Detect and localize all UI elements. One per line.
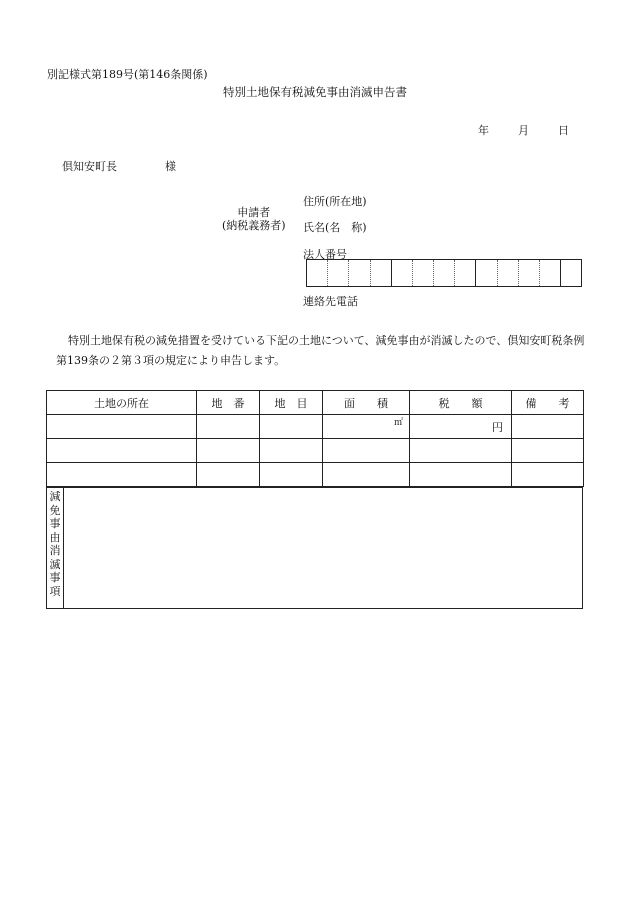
header-remarks: 備 考 — [512, 391, 584, 415]
corp-digit-box[interactable] — [540, 260, 560, 286]
cell-remarks[interactable] — [512, 463, 584, 487]
cell-lot-number[interactable] — [197, 463, 260, 487]
table-row — [47, 439, 584, 463]
reason-section — [46, 487, 583, 609]
table-row — [47, 415, 584, 439]
header-tax-amount: 税 額 — [410, 391, 512, 415]
corp-digit-box[interactable] — [413, 260, 434, 286]
addressee-honorific: 様 — [165, 160, 176, 173]
cell-land-category[interactable] — [260, 463, 323, 487]
date-day: 日 — [558, 124, 569, 137]
cell-tax-amount[interactable] — [410, 415, 512, 439]
applicant-label — [222, 206, 286, 232]
table-header-row — [47, 391, 584, 415]
applicant-label-line1: 申請者 — [237, 206, 271, 219]
cell-tax-amount[interactable] — [410, 463, 512, 487]
reason-content-area[interactable] — [64, 488, 582, 608]
reason-label-char: 消 — [49, 544, 61, 557]
addressee — [62, 158, 176, 174]
reason-label-char: 減 — [49, 490, 61, 503]
date-line — [478, 122, 569, 138]
declaration-text: 特別土地保有税の減免措置を受けている下記の土地について、減免事由が消滅したので、倶知安町税条例第139条の２第３項の規定により申告します。 — [56, 334, 585, 367]
cell-area[interactable] — [323, 463, 410, 487]
cell-remarks[interactable] — [512, 439, 584, 463]
addressee-name: 倶知安町長 — [62, 160, 117, 173]
cell-location[interactable] — [47, 439, 197, 463]
corp-number-group — [476, 260, 561, 286]
corp-digit-box[interactable] — [371, 260, 391, 286]
form-reference: 別記様式第189号(第146条関係) — [47, 68, 208, 81]
name-label: 氏名(名 称) — [303, 221, 367, 234]
corp-digit-box[interactable] — [455, 260, 475, 286]
cell-area[interactable] — [323, 415, 410, 439]
corp-digit-box[interactable] — [498, 260, 519, 286]
cell-location[interactable] — [47, 463, 197, 487]
corp-digit-box[interactable] — [434, 260, 455, 286]
reason-label-char: 項 — [49, 584, 61, 598]
reason-label-char: 由 — [49, 530, 61, 544]
header-location: 土地の所在 — [47, 391, 197, 415]
cell-remarks[interactable] — [512, 415, 584, 439]
tax-unit: 円 — [492, 420, 503, 434]
corporate-number-label: 法人番号 — [303, 248, 347, 261]
address-label: 住所(所在地) — [303, 195, 367, 208]
contact-phone-label: 連絡先電話 — [303, 295, 358, 308]
header-land-category: 地 目 — [260, 391, 323, 415]
cell-lot-number[interactable] — [197, 415, 260, 439]
corp-check-digit-box[interactable] — [561, 260, 581, 286]
applicant-label-line2: (納税義務者) — [222, 219, 286, 232]
header-area: 面 積 — [323, 391, 410, 415]
corp-digit-box[interactable] — [392, 260, 413, 286]
corporate-number-boxes[interactable] — [306, 259, 582, 287]
date-month: 月 — [518, 124, 529, 137]
header-lot-number: 地 番 — [197, 391, 260, 415]
corp-digit-box[interactable] — [519, 260, 540, 286]
area-unit: ㎡ — [393, 418, 403, 428]
reason-label — [47, 488, 64, 608]
date-year: 年 — [478, 124, 489, 137]
corp-digit-box[interactable] — [307, 260, 328, 286]
corp-digit-box[interactable] — [476, 260, 497, 286]
corp-number-group — [392, 260, 477, 286]
reason-label-char: 事 — [49, 571, 61, 584]
cell-tax-amount[interactable] — [410, 439, 512, 463]
cell-location[interactable] — [47, 415, 197, 439]
land-table — [46, 390, 584, 487]
cell-land-category[interactable] — [260, 415, 323, 439]
corp-digit-box[interactable] — [328, 260, 349, 286]
cell-area[interactable] — [323, 439, 410, 463]
corp-digit-box[interactable] — [349, 260, 370, 286]
reason-label-char: 免 — [49, 503, 61, 517]
document-title: 特別土地保有税減免事由消滅申告書 — [223, 85, 407, 99]
reason-label-char: 事 — [49, 517, 61, 530]
cell-lot-number[interactable] — [197, 439, 260, 463]
reason-label-char: 滅 — [49, 557, 61, 571]
corp-number-group — [307, 260, 392, 286]
cell-land-category[interactable] — [260, 439, 323, 463]
table-row — [47, 463, 584, 487]
